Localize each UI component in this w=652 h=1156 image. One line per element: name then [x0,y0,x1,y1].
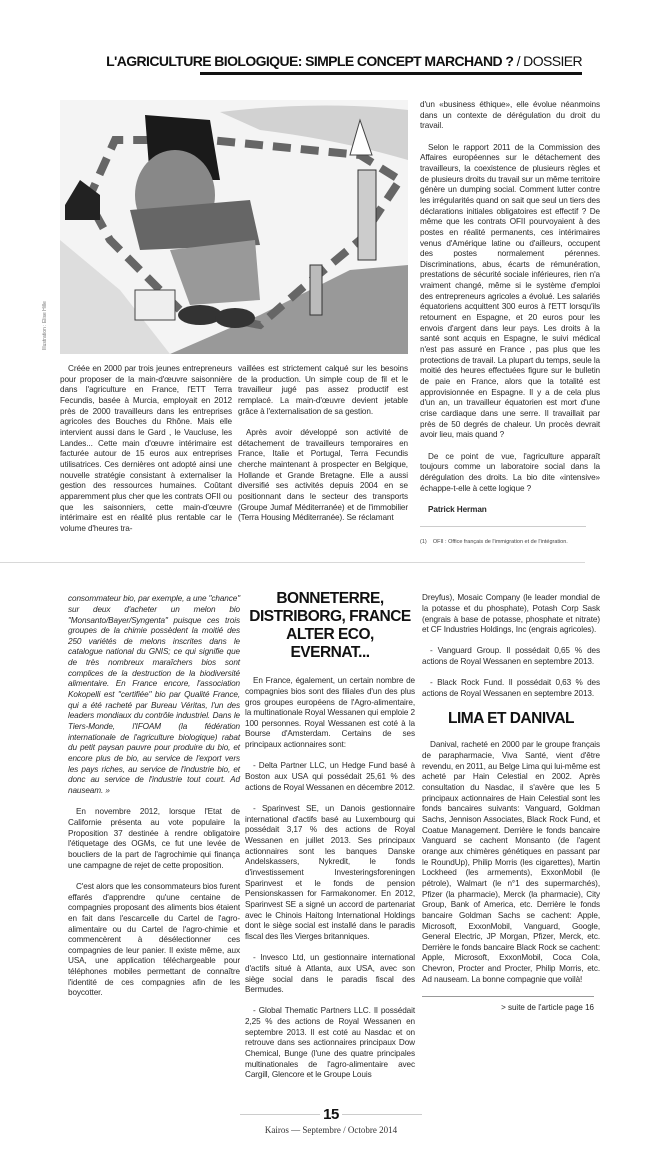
top-page [42,0,600,546]
bottom-right-block [422,593,600,1013]
top-column-1 [60,364,232,545]
paragraph: En France, également, un certain nombre de compagnies bios sont des filiales d'un des plus gros groupes européens de l'Agro-alimentaire, la multinationale Royal Wessanen qui emploie 2 100 personnes. Royal Wessanen est coté à la Bourse d'Amsterdam. Certains de ses principaux actionnaires sont: [245,676,415,750]
paragraph: - Black Rock Fund. Il possédait 0,63 % des actions de Royal Wessanen en septembre 2013. [422,678,600,699]
bottom-column-1 [68,594,240,1010]
bottom-column-3 [422,593,600,985]
page-header [60,53,600,70]
top-right-block [420,100,600,546]
section-heading: BONNETERRE, DISTRIBORG, FRANCE ALTER ECO, EVERNAT... [249,590,411,662]
paragraph: Après avoir développé son activité de détachement de travailleurs temporaires en France, Italie et Portugal, Terra Fecundis cherche maintenant à prospecter en Belgique, Hollande et Grande Bretagne. Elle a aussi diversifié ses activités depuis 2004 en se positionnant dans le secteur des transports (Groupe Jumaf Méditerranée) et de l'immobilier (Terra Housing Méditerranée). Se réclamant [238,427,408,523]
paragraph: Créée en 2000 par trois jeunes entrepreneurs pour proposer de la main-d'œuvre saisonnière dans l'agriculture en France, l'ETT Terra Fecundis, basée à Murcia, employait en 2012 près de 2000 travailleurs dans les entreprises agricoles des Bouches du Rhône. Mais elle intervient aussi dans le Gard , le Vaucluse, les Landes... Cette main d'œuvre intérimaire est facturée autour de 15 euros aux entreprises utilisatrices. Ces dernières ont adopté ainsi une nouvelle stratégie consistant à externaliser la gestion des ressources humaines. Coûtant apparemment plus cher que les contrats OFII ou que les saisonniers, cette main-d'œuvre intérimaire est en réalité plus rentable car le volume d'heures tra- [60,364,232,533]
page-number-row [240,1106,422,1124]
paragraph: Dreyfus), Mosaic Company (le leader mondial de la potasse et du phosphate), Potash Corp Sask (engrais à base de potasse, phosphate et nitrate) et CF Industries Holdings, Inc (engrais agricoles). [422,593,600,635]
paragraph: C'est alors que les consommateurs bios furent effarés d'apprendre qu'une centaine de compagnies proposant des aliments bios étaient en fait dans l'escarcelle du Cartel de l'agro-alimentaire ou du Cartel de l'agro-chimie et commencèrent à désélectionner ces compagnies de leur panier. Il existe même, aux USA, une application téléchargeable pour téléphones mobiles permettant de connaître l'identité de ces compagnies afin de les boycotter. [68,881,240,998]
footer-publication: Kairos — Septembre / Octobre 2014 [264,1124,398,1135]
paragraph: - Sparinvest SE, un Danois gestionnaire international d'actifs basé au Luxembourg qui possédait 3,17 % des actions de Royal Wessanen en juillet 2013. Ses principaux actionnaires sont les banques Danske Andelskassers, Nykredit, le fonds d'investissement Investeringsforeningen Sparinvest et le fonds de pension Pensionskassen for Farmakonomer. En 2012, Sparinvest SE a signé un accord de partenariat avec le Chinois Haitong International Holdings dont le siège social est installé dans le paradis fiscal des îles Vierges britanniques. [245,804,415,941]
page-footer [240,1106,422,1156]
paragraph: consommateur bio, par exemple, a une "chance" sur deux d'acheter un melon bio "Monsanto/Bayer/Syngenta" puisque ces trois groupes de la chimie possèdent la moitié des 250 variétés de melons inscrites dans le catalogue national du GNIS; ce qui signifie que de très nombreux maraîchers bios sont complices de la destruction de la biodiversité alimentaire. En France encore, l'association Kokopelli est "certifiée" bio par Qualité France, qui a été racheté par Bureau Véritas, l'un des leaders mondiaux du contrôle industriel. Dans le Tiers-Monde, l'IFOAM (la fédération internationale de l'agriculture biologique) rabat du petit paysan pauvre pour produire du bio, et encore plus de bio, au service de l'export vers les pays riches, au service de l'industrie bio, et donc au service de l'industrie tout court. Ad nauseam. » [68,594,240,795]
illustration [42,100,408,354]
bottom-column-2 [245,590,415,1092]
paragraph: De ce point de vue, l'agriculture apparaît toujours comme un laboratoire social dans la dérégulation des droits. La bio dite «intensive» échappe-t-elle à cette logique ? [420,451,600,493]
continued-rule [422,996,594,997]
top-column-2 [238,364,408,545]
footnote: (1) OFII : Office français de l'immigration et de l'intégration. [420,539,568,546]
header-rule [200,72,582,75]
paragraph: - Delta Partner LLC, un Hedge Fund basé à Boston aux USA qui possédait 25,61 % des actions de Royal Wessanen en décembre 2012. [245,761,415,792]
author-signature: Patrick Herman [428,504,487,514]
top-column-3 [420,100,600,516]
bottom-page [68,590,652,1092]
paragraph: d'un «business éthique», elle évolue néanmoins dans un contexte de dérégulation du droit du travail. [420,100,600,131]
section-heading: LIMA ET DANIVAL [448,710,574,728]
paragraph: - Invesco Ltd, un gestionnaire international d'actifs situé à Atlanta, aux USA, avec son siège social dans le paradis fiscal des Bermudes. [245,953,415,995]
paragraph: vaillées est strictement calqué sur les besoins de la production. Un simple coup de fil et le travailleur jugé pas assez productif est remplacé. La main-d'œuvre devient jetable grâce à l'externalisation de sa gestion. [238,364,408,416]
illustration-credit: Illustration : Elise Hille [42,301,48,350]
paragraph: En novembre 2012, lorsque l'Etat de Californie présenta au vote populaire la Proposition 37 destinée à rendre obligatoire l'étiquetage des OGMs, ce fut une levée de boucliers de la part de l'agrochimie qui finança une campagne de rejet de cette proposition. [68,807,240,870]
top-two-columns [60,364,410,545]
page-separator [0,562,585,563]
footer-rule-left [240,1114,320,1115]
footer-rule-right [342,1114,422,1115]
paragraph: - Vanguard Group. Il possédait 0,65 % des actions de Royal Wessanen en septembre 2013. [422,646,600,667]
header-title: L'AGRICULTURE BIOLOGIQUE: SIMPLE CONCEPT MARCHAND ? [106,53,514,69]
continued-link[interactable]: > suite de l'article page 16 [501,1003,594,1013]
paragraph: Danival, racheté en 2000 par le groupe français de parapharmacie, Viva Santé, vient d'être revendu, en 2011, au Belge Lima qui lui-même est acheté par Hain Celestial en 2002. Après consultation du Nasdac, il s'avère que les 5 principaux actionnaires de Hain Celestial sont les fonds bancaires suivants: Vanguard, Goldman Sachs, Jennison Associates, Black Rock Fund, et Coatue Management. Derrière le fonds bancaire Vanguard se cachent Monsanto (de l'agent orange aux chimères génétiques en passant par le RoundUp), Philip Morris (les cigarettes), Martin Lockheed (les armements), ExxonMobil (le pétrole), Walmart (le n°1 des supermarchés), Pfizer (la pharmacie), Merck (la pharmacie), City Group, Bank of America, etc. Derrière le fonds bancaire Goldman Sachs se cachent: Apple, Microsoft, ExxonMobil, Vanguard, Google, General Electric, JP Morgan, Pfizer, Merck, etc. Derrière le fonds bancaire Black Rock se cachent: Apple, Microsoft, ExxonMobil, Coca Cola, Chevron, Procter and Procter, Philip Morris, etc. Ad nauseam. La bonne compagnie que voilà! [422,740,600,984]
top-content [42,100,600,546]
page-number: 15 [323,1105,339,1123]
footnote-rule [420,526,586,527]
paragraph: Selon le rapport 2011 de la Commission des Affaires européennes sur le détachement des travailleurs, la coexistence de plusieurs règles et de plusieurs droits du travail sur un même territoire génère un dumping social. Comment lutter contre les irrégularités quand on sait que seul un tiers des déclarations initiales obligatoires est effectif ? De même que les contrats OFII pourvoyaient à des postes en réalité permanents, ces intérimaires venus d'Amérique latine ou d'ailleurs, occupent des postes normalement pérennes. Discriminations, abus, écarts de rémunération, prestations de sécurité sociale inférieures, rien n'a vraiment changé, même si le système d'emploi des entrepreneurs agricoles a évolué. Les salariés équatoriens acquittent 300 euros à l'ETT lorsqu'ils retournent en Espagne, et 20 euros pour les envois d'argent dans leur pays. Les droits à la santé sont acquis en Espagne, le suivi médical n'est pas assuré en France , pas plus que les protections de travail. La plupart du temps, seule la moitié des heures effectuées figure sur le bulletin de paie en France, alors que la totalité est approvisionnée en Espagne. Il y a de cela plus d'un an, un travailleur équatorien est mort d'une crise cardiaque dans une serre. Il travaillait par près de 50 degrés de chaleur. Un procès devrait avoir lieu, mais quand ? [420,142,600,440]
left-block [42,100,410,546]
header-section: / DOSSIER [513,53,582,69]
paragraph: - Global Thematic Partners LLC. Il possédait 2,25 % des actions de Royal Wessanen en septembre 2013. Il est coté au Nasdac et on retrouve dans ses actionnaires principaux Dow Chemical, Bunge (l'une des quatre principales multinationales de l'agro-alimentaire avec Cargill, Glencore et le Groupe Louis [245,1006,415,1080]
